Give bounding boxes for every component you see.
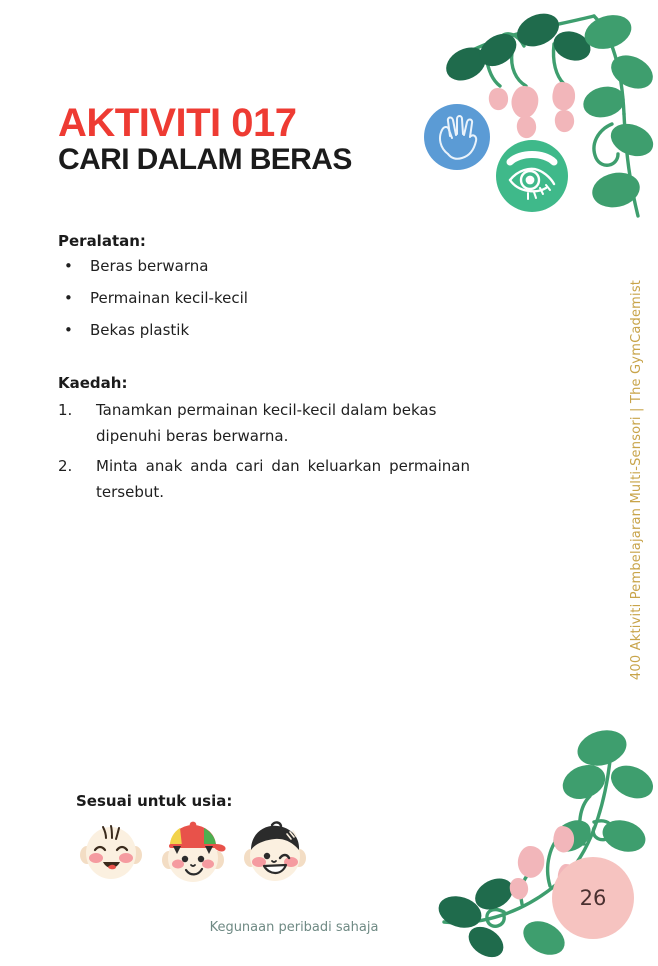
step-text: Minta anak anda cari dan keluarkan permainan tersebut. — [96, 456, 470, 501]
page-number-badge: 26 — [552, 857, 634, 939]
step-number: 2. — [58, 456, 73, 475]
step-text: Tanamkan permainan kecil-kecil dalam bekas dipenuhi beras berwarna. — [96, 401, 437, 446]
step-number: 1. — [58, 401, 73, 420]
bullet-icon: • — [64, 257, 73, 275]
list-item — [58, 288, 470, 320]
toddler-face-cap-icon — [160, 818, 226, 884]
equipment-heading: Peralatan: — [58, 232, 146, 250]
bullet-icon: • — [64, 320, 73, 339]
activity-content — [58, 232, 470, 509]
age-label: Sesuai untuk usia: — [76, 792, 233, 810]
equipment-item-text: Permainan kecil-kecil — [90, 288, 248, 307]
age-face-icons — [78, 818, 308, 884]
activity-name: CARI DALAM BERAS — [58, 143, 352, 177]
eye-sight-icon — [496, 140, 568, 212]
title-block — [58, 101, 478, 177]
equipment-item-text: Bekas plastik — [90, 320, 190, 339]
age-section — [76, 792, 308, 884]
method-list — [58, 398, 470, 509]
list-item — [58, 320, 470, 352]
footer-note: Kegunaan peribadi sahaja — [209, 920, 379, 935]
equipment-section — [58, 232, 470, 351]
equipment-list — [58, 256, 470, 351]
method-section — [58, 374, 470, 509]
child-face-wink-icon — [242, 818, 308, 884]
book-title-sidebar: 400 Aktiviti Pembelajaran Multi-Sensori | The GymCademist — [629, 279, 644, 681]
bullet-icon: • — [64, 288, 73, 307]
list-item — [58, 256, 470, 288]
activity-label: AKTIVITI 017 — [58, 101, 297, 145]
equipment-item-text: Beras berwarna — [90, 257, 209, 275]
method-heading: Kaedah: — [58, 374, 128, 393]
list-item — [58, 454, 470, 510]
baby-face-icon — [78, 818, 144, 884]
list-item — [58, 398, 470, 454]
